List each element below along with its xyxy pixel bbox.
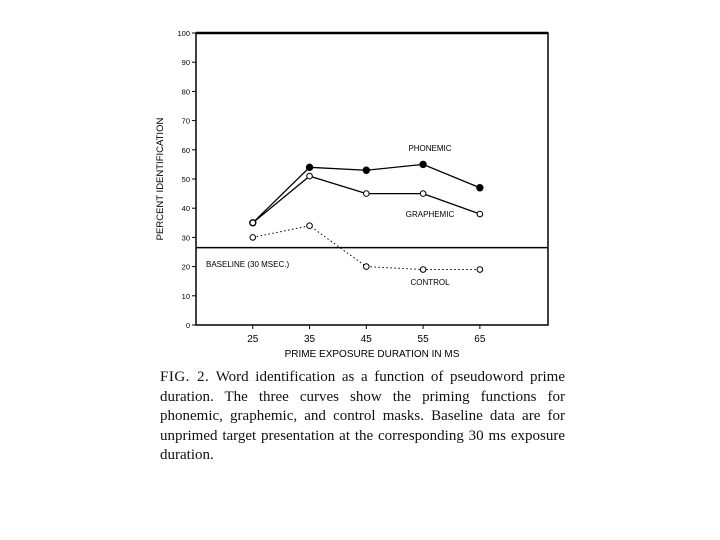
y-tick-label: 30 [181, 233, 190, 243]
y-tick-label: 50 [181, 175, 190, 184]
x-axis-label: PRIME EXPOSURE DURATION IN MS [284, 349, 460, 360]
data-point-phonemic [477, 185, 483, 191]
data-point-control [307, 223, 313, 229]
y-tick-label: 80 [181, 87, 190, 97]
y-tick-label: 70 [181, 116, 190, 126]
data-point-graphemic [364, 191, 370, 197]
data-point-phonemic [420, 161, 426, 167]
figure-caption [160, 368, 565, 466]
series-label-phonemic: PHONEMIC [408, 144, 452, 153]
data-point-phonemic [306, 164, 312, 170]
x-tick-label: 65 [474, 334, 486, 345]
x-tick-label: 25 [247, 334, 259, 345]
caption-text: Word identification as a function of pseudoword prime duration. The three curves show the priming functions for phonemic, graphemic, and control masks. Baseline data are for unprimed target presentation at the corresponding 30 ms exposure duration. [160, 369, 566, 463]
data-point-graphemic [477, 211, 483, 217]
data-point-control [250, 235, 256, 241]
x-tick-label: 55 [417, 334, 429, 345]
plot-frame [196, 33, 548, 325]
baseline-label: BASELINE (30 MSEC.) [206, 260, 290, 269]
x-tick-label: 45 [360, 334, 372, 345]
y-axis-ticks [177, 29, 196, 330]
baseline-line [196, 248, 548, 269]
y-tick-label: 100 [177, 29, 190, 38]
x-tick-label: 35 [303, 334, 316, 345]
y-tick-label: 0 [185, 321, 190, 330]
y-tick-label: 90 [181, 58, 190, 68]
x-axis-ticks [247, 325, 486, 345]
data-point-phonemic [363, 167, 369, 173]
figure-label: FIG. 2. [160, 369, 210, 385]
y-tick-label: 10 [181, 291, 190, 301]
data-point-control [364, 264, 370, 270]
y-axis-label: PERCENT IDENTIFICATION [155, 117, 166, 241]
series-label-graphemic: GRAPHEMIC [405, 210, 455, 219]
data-point-graphemic [250, 220, 256, 226]
y-tick-label: 40 [181, 204, 190, 214]
y-tick-label: 20 [181, 262, 190, 272]
data-point-control [477, 267, 483, 273]
series-label-control: CONTROL [410, 278, 450, 287]
data-point-graphemic [420, 191, 426, 197]
y-tick-label: 60 [181, 145, 190, 155]
data-point-graphemic [307, 173, 313, 179]
data-point-control [420, 267, 426, 273]
